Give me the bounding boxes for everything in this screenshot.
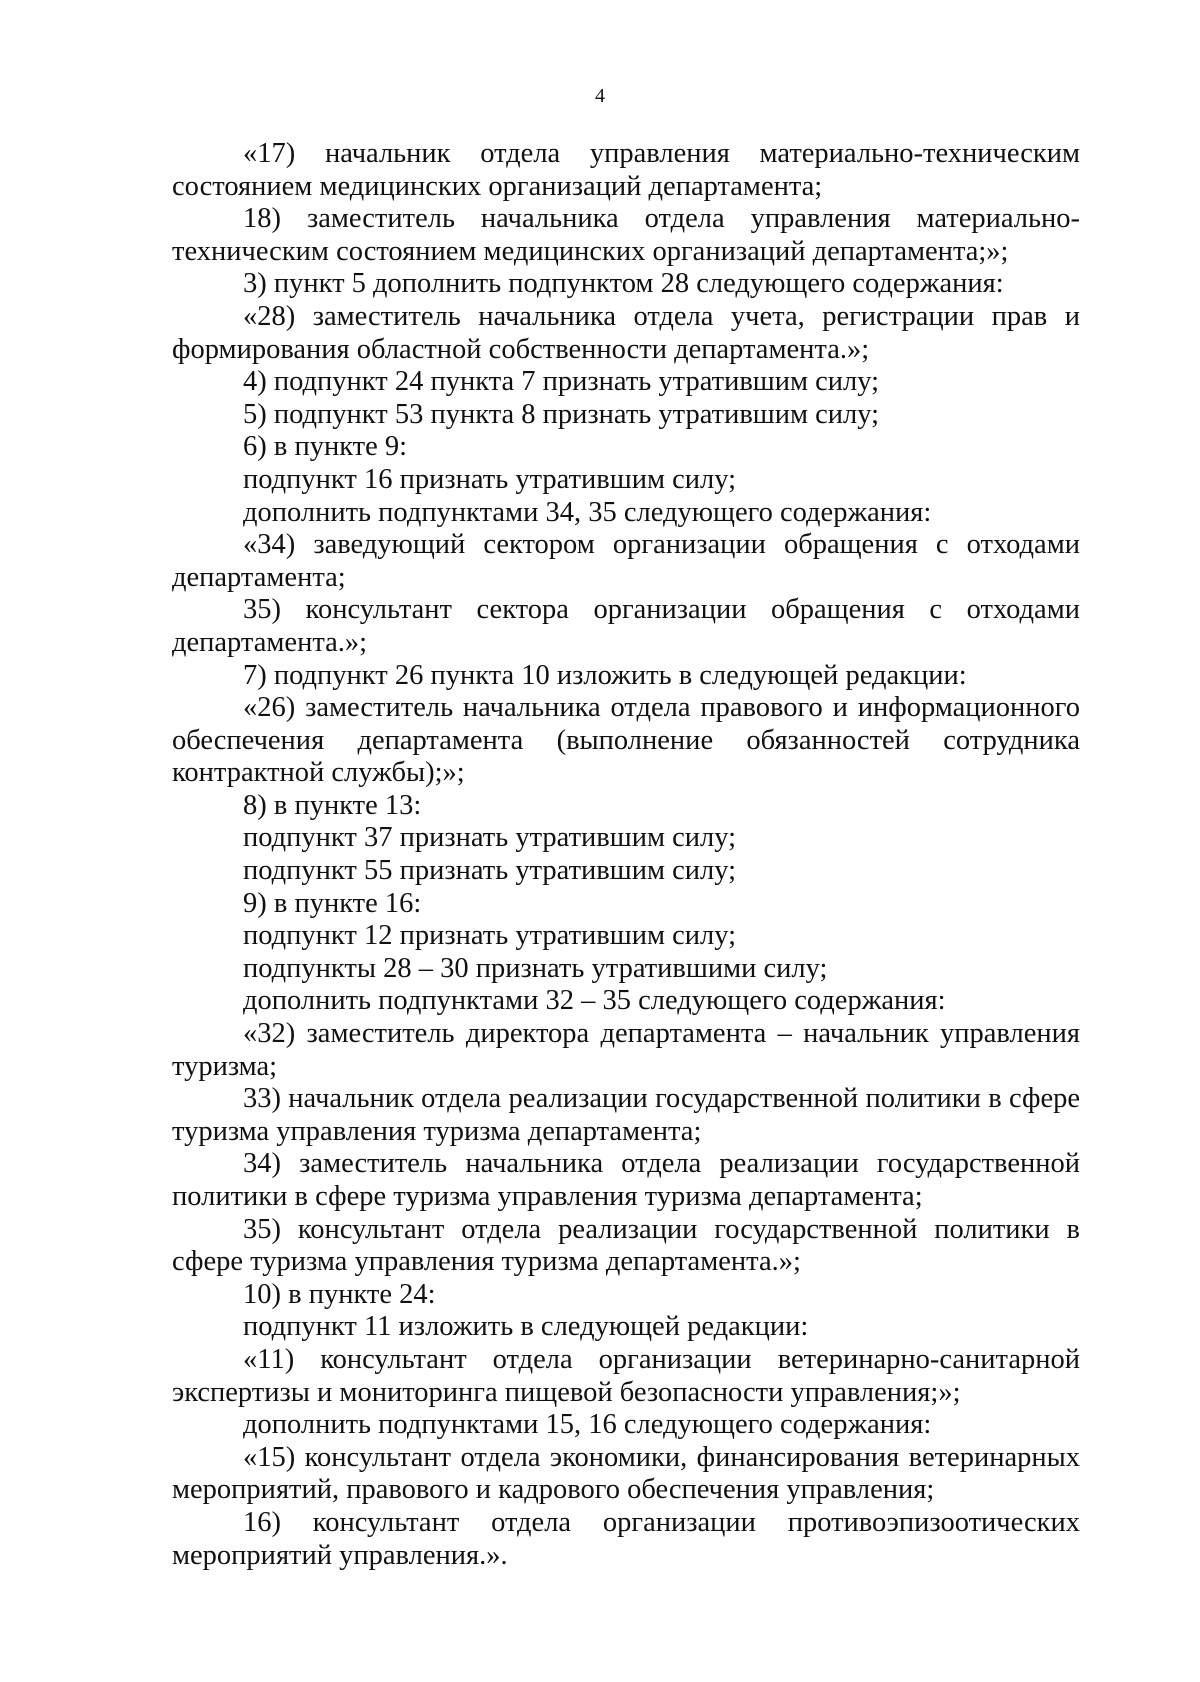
- paragraph: 34) заместитель начальника отдела реализации государственной политики в сфере туризма управления туризма департамента;: [172, 1148, 1080, 1212]
- paragraph: 35) консультант отдела реализации государственной политики в сфере туризма управления туризма департамента.»;: [172, 1213, 1080, 1278]
- paragraph: подпункт 55 признать утратившим силу;: [243, 855, 737, 887]
- page-number: 4: [595, 85, 605, 107]
- paragraph: подпункт 37 признать утратившим силу;: [243, 822, 737, 854]
- paragraph: 5) подпункт 53 пункта 8 признать утратившим силу;: [243, 398, 880, 430]
- paragraph: подпункт 16 признать утратившим силу;: [243, 463, 737, 495]
- paragraph: подпункт 11 изложить в следующей редакции:: [243, 1311, 809, 1343]
- document-body: [172, 138, 1080, 1572]
- paragraph: 16) консультант отдела организации противоэпизоотических мероприятий управления.».: [172, 1506, 1080, 1571]
- paragraph: 35) консультант сектора организации обращения с отходами департамента.»;: [172, 594, 1080, 658]
- paragraph: «34) заведующий сектором организации обращения с отходами департамента;: [172, 529, 1080, 593]
- paragraph: 8) в пункте 13:: [243, 789, 422, 821]
- paragraph: дополнить подпунктами 32 – 35 следующего содержания:: [243, 985, 946, 1017]
- paragraph: «26) заместитель начальника отдела правового и информационного обеспечения департамента (выполнение обязанностей сотрудника контрактной службы);»;: [172, 692, 1080, 789]
- paragraph: подпункт 12 признать утратившим силу;: [243, 920, 737, 952]
- paragraph: дополнить подпунктами 34, 35 следующего содержания:: [243, 496, 932, 528]
- paragraph: подпункты 28 – 30 признать утратившими силу;: [243, 952, 828, 984]
- paragraph: «15) консультант отдела экономики, финансирования ветеринарных мероприятий, правового и кадрового обеспечения управления;: [172, 1441, 1080, 1506]
- paragraph: 4) подпункт 24 пункта 7 признать утратившим силу;: [243, 366, 880, 398]
- paragraph: 3) пункт 5 дополнить подпунктом 28 следующего содержания:: [243, 268, 1004, 300]
- paragraph: 9) в пункте 16:: [243, 887, 422, 919]
- paragraph: 10) в пункте 24:: [243, 1278, 436, 1310]
- paragraph: 7) подпункт 26 пункта 10 изложить в следующей редакции:: [243, 659, 967, 691]
- paragraph: «17) начальник отдела управления материально-техническим состоянием медицинских организаций департамента;: [172, 138, 1080, 202]
- paragraph: «28) заместитель начальника отдела учета, регистрации прав и формирования областной собственности департамента.»;: [172, 300, 1080, 365]
- paragraph: «32) заместитель директора департамента – начальник управления туризма;: [172, 1018, 1080, 1082]
- paragraph: дополнить подпунктами 15, 16 следующего содержания:: [243, 1409, 932, 1441]
- paragraph: 6) в пункте 9:: [243, 431, 408, 463]
- paragraph: 33) начальник отдела реализации государственной политики в сфере туризма управления туризма департамента;: [172, 1083, 1080, 1147]
- paragraph: 18) заместитель начальника отдела управления материально-техническим состоянием медицинских организаций департамента;»;: [172, 203, 1080, 267]
- paragraph: «11) консультант отдела организации ветеринарно-санитарной экспертизы и мониторинга пищевой безопасности управления;»;: [172, 1343, 1080, 1408]
